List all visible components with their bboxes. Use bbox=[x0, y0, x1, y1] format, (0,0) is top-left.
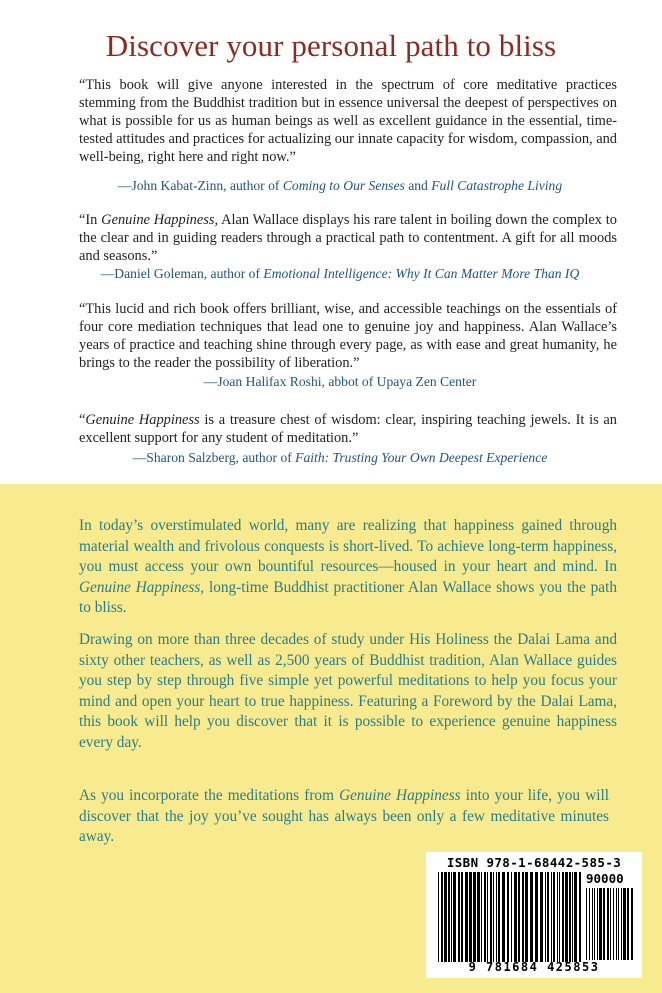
quote-open: “In bbox=[79, 212, 102, 228]
barcode-bar bbox=[473, 872, 476, 962]
ean-barcode-bars bbox=[438, 872, 582, 962]
barcode-bar bbox=[461, 872, 463, 962]
barcode-bar bbox=[551, 872, 552, 962]
barcode-bar bbox=[502, 872, 505, 962]
attribution-book-title: Faith: Trusting Your Own Deepest Experience bbox=[295, 450, 548, 465]
attribution-book-title: Coming to Our Senses bbox=[282, 178, 405, 193]
barcode-bar bbox=[574, 872, 577, 962]
quote-open: “ bbox=[79, 412, 86, 428]
attribution-author: —Daniel Goleman, author of bbox=[100, 266, 264, 281]
barcode-bar bbox=[547, 872, 549, 962]
review-quote-halifax: “This lucid and rich book offers brilliant, wise, and accessible teachings on the essentials of four core mediation techniques that lead one to genuine joy and happiness. Alan Wallace’s years of practice and teaching shine through every page, as with ease and great humanity, he brings to the reader the possibility of liberation.” bbox=[79, 301, 617, 371]
barcode-bar bbox=[559, 872, 560, 962]
description-text: As you incorporate the meditations from bbox=[79, 787, 340, 804]
barcode-bar bbox=[525, 872, 528, 962]
barcode-bar bbox=[451, 872, 452, 962]
barcode-bar bbox=[603, 888, 605, 960]
barcode-bar bbox=[562, 872, 564, 962]
attribution-author: —John Kabat-Zinn, author of bbox=[117, 178, 283, 193]
barcode-bar bbox=[511, 872, 512, 962]
barcode-bar bbox=[557, 872, 558, 962]
barcode-bar bbox=[565, 872, 568, 962]
barcode-bar bbox=[623, 888, 626, 960]
isbn-barcode bbox=[426, 852, 642, 978]
barcode-bar bbox=[448, 872, 450, 962]
description-text: long-time Buddhist practitioner Alan Wallace shows you the path to bliss. bbox=[79, 578, 617, 616]
attribution-author: —Sharon Salzberg, author of bbox=[132, 450, 296, 465]
review-quote-goleman bbox=[79, 211, 617, 265]
description-text: In today’s overstimulated world, many are realizing that happiness gained through material wealth and frivolous conquests is short-lived. To achieve long-term happiness, you must access your own bountiful resources—housed in your heart and mind. In bbox=[79, 517, 617, 575]
description-paragraph-2: Drawing on more than three decades of study under His Holiness the Dalai Lama and sixty other teachers, as well as 2,500 years of Buddhist tradition, Alan Wallace guides you step by step through five simple yet powerful meditations to help you focus your mind and open your heart to true happiness. Featuring a Foreword by the Dalai Lama, this book will help you discover that it is possible to experience genuine happiness every day. bbox=[79, 631, 617, 751]
quote-book-title: Genuine Happiness, bbox=[101, 212, 219, 228]
barcode-bar bbox=[616, 888, 617, 960]
barcode-bar bbox=[507, 872, 509, 962]
price-code: 90000 bbox=[586, 871, 624, 886]
barcode-bar bbox=[572, 872, 573, 962]
barcode-bar bbox=[453, 872, 456, 962]
barcode-bar bbox=[597, 888, 598, 960]
barcode-bar bbox=[610, 888, 611, 960]
description-book-title: Genuine Happiness, bbox=[79, 578, 205, 596]
review-attribution-halifax: —Joan Halifax Roshi, abbot of Upaya Zen Center bbox=[203, 374, 477, 389]
barcode-bar bbox=[530, 872, 533, 962]
review-attribution-kabat-zinn bbox=[60, 177, 620, 194]
barcode-bar bbox=[484, 872, 486, 962]
barcode-bar bbox=[594, 888, 595, 960]
barcode-bar bbox=[487, 872, 488, 962]
barcode-bar bbox=[496, 872, 497, 962]
barcode-bar bbox=[592, 888, 593, 960]
barcode-bar bbox=[569, 872, 571, 962]
barcode-bar bbox=[545, 872, 546, 962]
barcode-bar bbox=[465, 872, 468, 962]
attribution-book-title: Full Catastrophe Living bbox=[431, 178, 563, 193]
barcode-digits: 9 781684 425853 bbox=[468, 960, 600, 974]
barcode-bar bbox=[553, 872, 555, 962]
isbn-label: ISBN 978-1-68442-585-3 bbox=[446, 855, 622, 870]
attribution-joiner: and bbox=[404, 178, 432, 193]
review-attribution-goleman bbox=[60, 265, 620, 282]
barcode-bar bbox=[607, 888, 609, 960]
barcode-bar bbox=[522, 872, 524, 962]
description-text: into your life, you will discover that the joy you’ve sought has always been only a few meditative minutes away. bbox=[79, 787, 609, 845]
barcode-bar bbox=[618, 888, 619, 960]
barcode-bar bbox=[627, 888, 629, 960]
barcode-bar bbox=[540, 872, 543, 962]
barcode-bar bbox=[613, 888, 614, 960]
barcode-bar bbox=[444, 872, 447, 962]
quote-body: is a treasure chest of wisdom: clear, inspiring teaching jewels. It is an excellent support for any student of meditation.” bbox=[79, 412, 617, 446]
description-paragraph-3 bbox=[79, 786, 609, 848]
barcode-bar bbox=[589, 888, 590, 960]
description-paragraph-1 bbox=[79, 516, 617, 619]
review-attribution-salzberg bbox=[60, 449, 620, 466]
page-title: Discover your personal path to bliss bbox=[105, 28, 557, 63]
review-quote-kabat-zinn: “This book will give anyone interested in the spectrum of core meditative practices stemming from the Buddhist tradition but in essence universal the deepest of perspectives on what is possible for us as human beings as well as excellent guidance in the essential, time-tested attitudes and practices for actualizing our innate capacity for wisdom, compassion, and well-being, right here and right now.” bbox=[79, 77, 617, 165]
attribution-book-title: Emotional Intelligence: Why It Can Matter More Than IQ bbox=[263, 266, 580, 281]
barcode-bar bbox=[438, 872, 439, 962]
barcode-bar bbox=[477, 872, 480, 962]
barcode-bar bbox=[490, 872, 492, 962]
barcode-bar bbox=[535, 872, 538, 962]
barcode-bar bbox=[599, 888, 602, 960]
barcode-bar bbox=[579, 872, 581, 962]
barcode-bar bbox=[514, 872, 517, 962]
barcode-bar bbox=[621, 888, 622, 960]
description-book-title: Genuine Happiness bbox=[339, 787, 461, 804]
barcode-bar bbox=[631, 888, 633, 960]
quote-book-title: Genuine Happiness bbox=[85, 412, 200, 428]
barcode-bar bbox=[586, 888, 587, 960]
barcode-bar bbox=[458, 872, 460, 962]
barcode-bar bbox=[498, 872, 500, 962]
addon-barcode-bars bbox=[586, 888, 634, 960]
barcode-bar bbox=[469, 872, 472, 962]
barcode-bar bbox=[493, 872, 494, 962]
barcode-bar bbox=[518, 872, 520, 962]
barcode-bar bbox=[441, 872, 443, 962]
quote-body: Alan Wallace displays his rare talent in boiling down the complex to the clear and in guiding readers through a practical path to contentment. A gift for all moods and seasons.” bbox=[79, 212, 617, 264]
review-quote-salzberg bbox=[79, 411, 617, 447]
barcode-bar bbox=[481, 872, 482, 962]
